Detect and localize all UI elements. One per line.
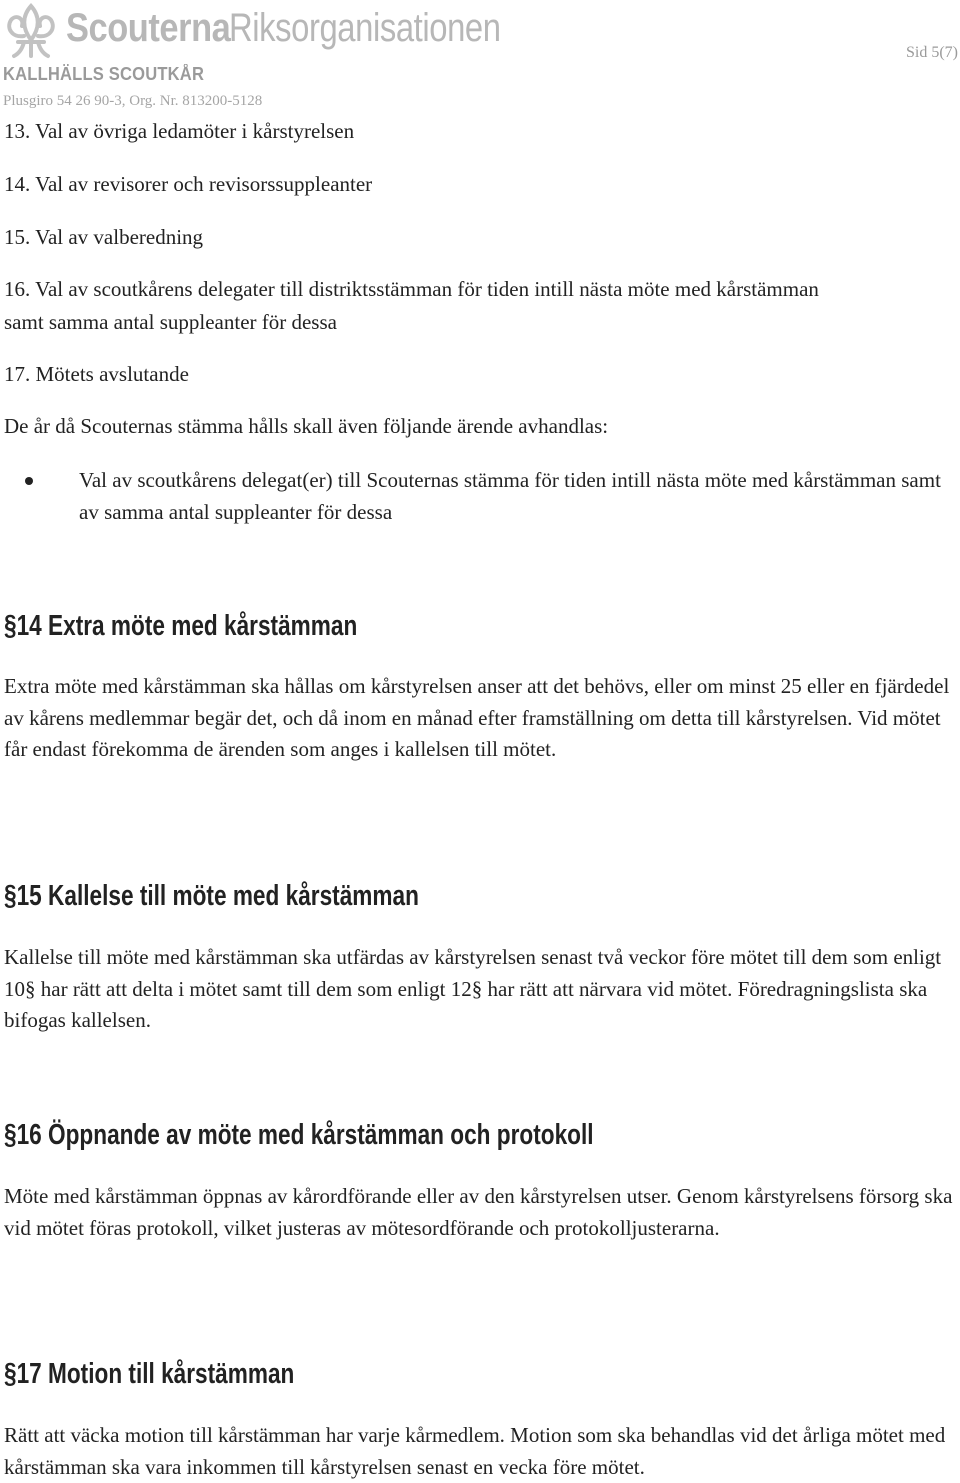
brand-logotype (66, 2, 560, 54)
list-item-17: 17. Mötets avslutande (4, 362, 189, 386)
brand-name: Scouterna (66, 6, 231, 50)
section-heading-15: §15 Kallelse till möte med kårstämman (4, 880, 419, 912)
list-item-15: 15. Val av valberedning (4, 225, 204, 249)
section-heading-17: §17 Motion till kårstämman (4, 1358, 295, 1390)
section-heading-16: §16 Öppnande av möte med kårstämman och protokoll (4, 1119, 594, 1151)
bullet-icon (25, 477, 33, 485)
list-item-14: 14. Val av revisorer och revisorssuppleanter (4, 172, 373, 196)
organization-info: Plusgiro 54 26 90-3, Org. Nr. 813200-5128 (3, 93, 263, 109)
bullet-item: Val av scoutkårens delegat(er) till Scouternas stämma för tiden intill nästa möte med kårstämman samt av samma antal suppleanter för dessa (79, 468, 941, 524)
organization-name: KALLHÄLLS SCOUTKÅR (3, 64, 205, 84)
section-body-14: Extra möte med kårstämman ska hållas om kårstyrelsen anser att det behövs, eller om minst 25 eller en fjärdedel av kårens medlemmar begär det, och då inom en månad efter framställning om detta till kårstyrelsen. Vid mötet får endast förekomma de ärenden som anges i kallelsen till mötet. (4, 674, 950, 761)
section-body-17: Rätt att väcka motion till kårstämman har varje kårmedlem. Motion som ska behandlas vid det årliga mötet med kårstämman ska vara inkommen till kårstyrelsen senast en vecka före mötet. (4, 1423, 946, 1479)
list-item-16-continued: samt samma antal suppleanter för dessa (4, 310, 337, 334)
list-item-16: 16. Val av scoutkårens delegater till distriktsstämman för tiden intill nästa möte med kårstämman (4, 277, 819, 301)
page-number: Sid 5(7) (906, 44, 958, 61)
section-body-15: Kallelse till möte med kårstämman ska utfärdas av kårstyrelsen senast två veckor före mötet till dem som enligt 10§ har rätt att delta i mötet samt till dem som enligt 12§ har rätt att närvara vid mötet. Föredragningslista ska bifogas kallelsen. (4, 945, 942, 1032)
fleur-de-lis-icon (2, 2, 60, 60)
section-heading-14: §14 Extra möte med kårstämman (4, 610, 358, 642)
brand-subtitle: Riksorganisationen (229, 6, 501, 50)
section-body-16: Möte med kårstämman öppnas av kårordförande eller av den kårstyrelsen utser. Genom kårstyrelsens försorg ska vid mötet föras protokoll, vilket justeras av mötesordförande och protokolljusterarna. (4, 1184, 953, 1240)
list-item-13: 13. Val av övriga ledamöter i kårstyrelsen (4, 119, 355, 143)
intro-paragraph: De år då Scouternas stämma hålls skall även följande ärende avhandlas: (4, 414, 609, 438)
